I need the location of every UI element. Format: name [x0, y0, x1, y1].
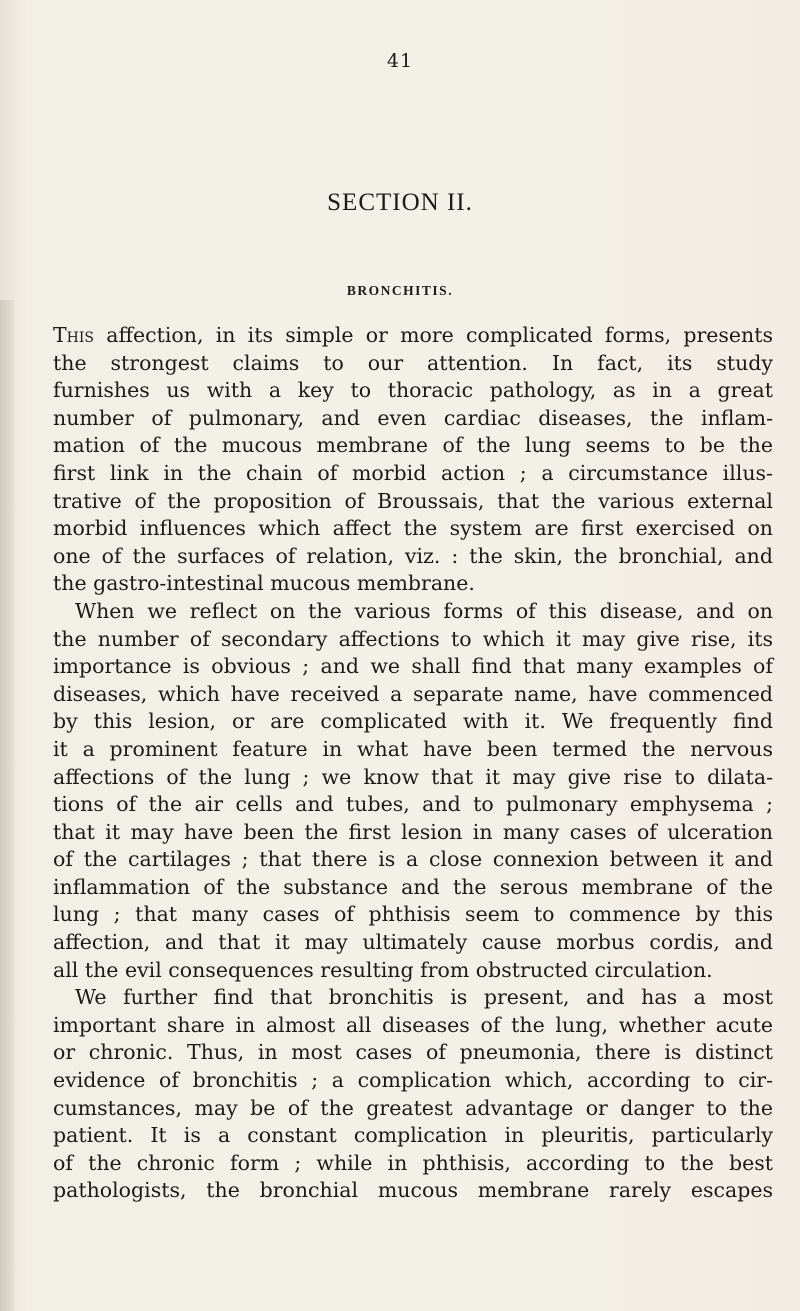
body-line: by this lesion, or are complicated with it. We frequently find — [53, 709, 773, 734]
body-line: number of pulmonary, and even cardiac diseases, the inflam- — [53, 405, 773, 430]
body-line: patient. It is a constant complication in pleuritis, particularly — [53, 1123, 773, 1148]
body-line: affection, and that it may ultimately cause morbus cordis, and — [53, 930, 773, 955]
body-line: We further find that bronchitis is present, and has a most — [75, 985, 773, 1010]
body-line: first link in the chain of morbid action ; a circumstance illus- — [53, 460, 773, 485]
body-line: or chronic. Thus, in most cases of pneumonia, there is distinct — [53, 1040, 773, 1065]
body-line: diseases, which have received a separate name, have commenced — [53, 681, 773, 706]
body-line: the strongest claims to our attention. In fact, its study — [53, 350, 773, 375]
body-line: cumstances, may be of the greatest advantage or danger to the — [53, 1095, 773, 1120]
body-line: morbid influences which affect the system are first exercised on — [53, 516, 773, 541]
body-line: evidence of bronchitis ; a complication which, according to cir- — [53, 1068, 773, 1093]
page-gutter-shadow — [0, 300, 14, 1311]
body-line: pathologists, the bronchial mucous membrane rarely escapes — [53, 1178, 773, 1203]
body-line: affections of the lung ; we know that it may give rise to dilata- — [53, 764, 773, 789]
body-line: important share in almost all diseases of the lung, whether acute — [53, 1012, 773, 1037]
body-line: lung ; that many cases of phthisis seem to commence by this — [53, 902, 773, 927]
body-line: inflammation of the substance and the serous membrane of the — [53, 874, 773, 899]
body-line: the number of secondary affections to which it may give rise, its — [53, 626, 773, 651]
body-line: the gastro-intestinal mucous membrane. — [53, 571, 475, 596]
body-line: This affection, in its simple or more complicated forms, presents — [53, 323, 773, 347]
section-title: SECTION II. — [327, 189, 473, 216]
page-number: 41 — [386, 50, 414, 72]
body-text — [53, 322, 773, 1205]
body-line: it a prominent feature in what have been termed the nervous — [53, 736, 773, 761]
body-line: one of the surfaces of relation, viz. : the skin, the bronchial, and — [53, 543, 773, 568]
section-subtitle: BRONCHITIS. — [346, 283, 454, 298]
body-line: mation of the mucous membrane of the lung seems to be the — [53, 433, 773, 458]
body-line: importance is obvious ; and we shall find that many examples of — [53, 654, 773, 679]
body-line: trative of the proposition of Broussais, that the various external — [53, 488, 773, 513]
body-line: furnishes us with a key to thoracic pathology, as in a great — [53, 378, 773, 403]
body-line: all the evil consequences resulting from obstructed circulation. — [53, 957, 713, 982]
body-line: of the chronic form ; while in phthisis, according to the best — [53, 1150, 773, 1175]
body-line: that it may have been the first lesion in many cases of ulceration — [53, 819, 773, 844]
body-line: When we reflect on the various forms of this disease, and on — [75, 598, 773, 623]
body-line: tions of the air cells and tubes, and to pulmonary emphysema ; — [53, 792, 773, 817]
body-line: of the cartilages ; that there is a close connexion between it and — [53, 847, 773, 872]
